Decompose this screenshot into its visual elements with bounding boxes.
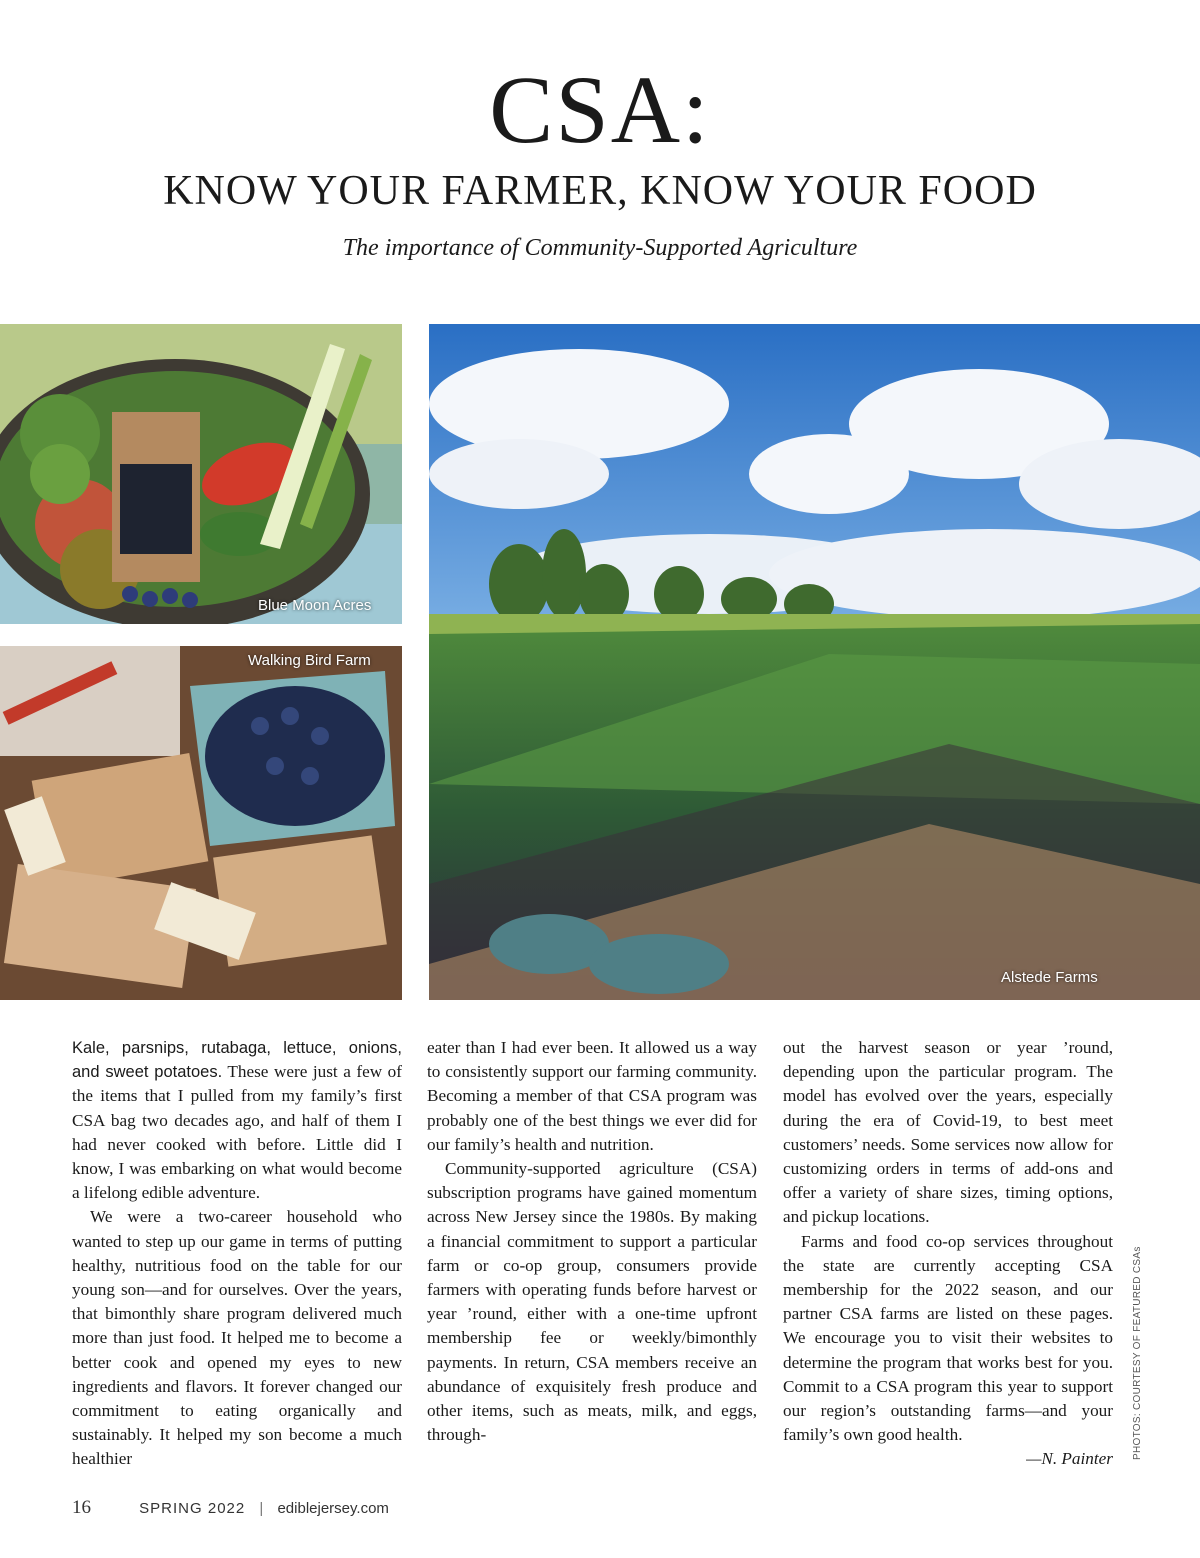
- article-column-1: [72, 1036, 402, 1472]
- article-paragraph-3-continued: out the harvest season or year ’round, depending upon the particular program. The model has evolved over the years, especially during the era of Covid-19, to best meet customers’ needs. Some services now allow for customizing orders in terms of add-ons and offer a variety of share sizes, timing options, and pickup locations.: [783, 1038, 1113, 1227]
- farm-field-photo: [429, 324, 1200, 1000]
- basket-photo: [0, 324, 402, 624]
- photo-credit: PHOTOS: COURTESY OF FEATURED CSAs: [1132, 1246, 1143, 1460]
- baked-goods-caption: Walking Bird Farm: [248, 652, 371, 669]
- baked-goods-photo: [0, 646, 402, 1000]
- page-footer: [72, 1497, 389, 1519]
- article-paragraph-3: Community-supported agriculture (CSA) subscription programs have gained momentum across New Jersey since the 1980s. By making a financial commitment to support a particular farm or co-op group, consumers provide farmers with operating funds before harvest or year ’round, either with a one-time upfront membership fee or weekly/bimonthly payments. In return, CSA members receive an abundance of exquisitely fresh produce and other items, such as meats, milk, and eggs, through-: [427, 1159, 757, 1445]
- article-paragraph-2: We were a two-career household who wanted to step up our game in terms of putting healthy, nutritious food on the table for our young son—and for ourselves. Over the years, that bimonthly share program delivered much more than just food. It helped me to become a better cook and opened my eyes to new ingredients and flavors. It forever changed our commitment to eating organically and sustainably. It helped my son become a much healthier: [72, 1207, 402, 1469]
- article-paragraph-2-continued: eater than I had ever been. It allowed us a way to consistently support our farming community. Becoming a member of that CSA program was probably one of the best things we ever did for our family’s health and nutrition.: [427, 1038, 757, 1154]
- basket-caption: Blue Moon Acres: [258, 597, 372, 614]
- article-column-3: [783, 1036, 1113, 1472]
- page-title: CSA:: [489, 56, 711, 163]
- issue-season: SPRING 2022: [139, 1500, 246, 1517]
- page-number: 16: [72, 1497, 91, 1518]
- article-paragraph-1-text: These were just a few of the items that I pulled from my family’s first CSA bag two decades ago, and half of them I had never cooked with before. Little did I know, I was embarking on what would become a lifelong edible adventure.: [72, 1062, 402, 1203]
- website-link[interactable]: ediblejersey.com: [277, 1500, 389, 1517]
- page-dek: The importance of Community-Supported Agriculture: [342, 235, 858, 261]
- farm-field-caption: Alstede Farms: [1001, 969, 1098, 986]
- article-paragraph-4: Farms and food co-op services throughout the state are currently accepting CSA membership for the 2022 season, and our partner CSA farms are listed on these pages. We encourage you to visit their websites to determine the program that works best for you. Commit to a CSA program this year to support our region’s outstanding farms—and your family’s own good health.: [783, 1231, 1113, 1445]
- footer-separator: |: [259, 1500, 264, 1517]
- article-lead: Kale, parsnips, rutabaga, lettuce, onions, and sweet potatoes.: [72, 1039, 402, 1082]
- author-signature: —N. Painter: [1026, 1449, 1113, 1469]
- page-subtitle: KNOW YOUR FARMER, KNOW YOUR FOOD: [163, 168, 1037, 214]
- article-paragraph-1: [72, 1036, 402, 1205]
- article-column-2: [427, 1036, 757, 1447]
